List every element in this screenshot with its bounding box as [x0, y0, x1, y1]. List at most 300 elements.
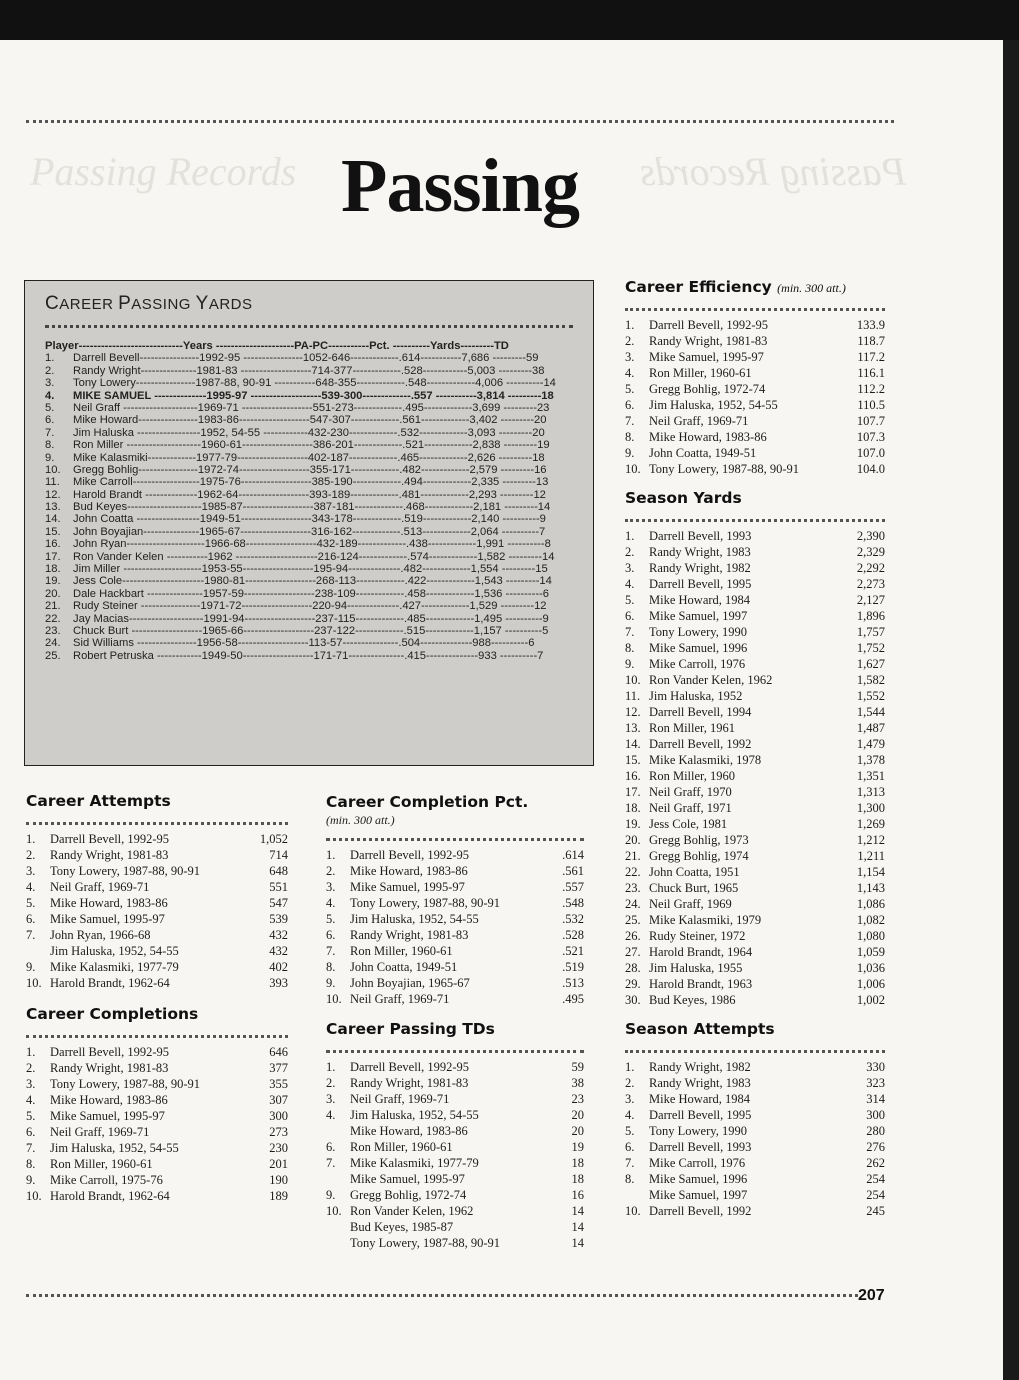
table-row — [45, 377, 573, 389]
player-name: Darrell Bevell, 1992 — [649, 1204, 752, 1218]
list-item — [625, 752, 885, 768]
list-item — [26, 943, 288, 959]
rank-number — [26, 943, 50, 959]
rank-number: 11. — [625, 689, 641, 703]
stat-value: 1,002 — [856, 993, 885, 1007]
player-name: Darrell Bevell, 1992-95 — [50, 1045, 170, 1059]
list-item — [625, 381, 885, 397]
player-name: Randy Wright, 1981-83 — [350, 1076, 469, 1090]
table-row — [45, 526, 573, 538]
section-dotted-rule — [326, 838, 584, 841]
list-item — [26, 975, 288, 991]
rank-number: 2. — [625, 334, 635, 348]
rank-number: 19. — [45, 575, 61, 588]
rank-number: 15. — [625, 753, 641, 767]
player-name: Randy Wright, 1981-83 — [350, 928, 469, 942]
stat-value: .528 — [562, 928, 584, 942]
rank-number: 7. — [625, 1156, 635, 1170]
stat-value: 355 — [269, 1077, 288, 1091]
table-row — [45, 452, 573, 464]
player-name: Darrell Bevell, 1994 — [649, 705, 752, 719]
row-text: John Ryan---------------------1966-68-------------------432-189-------------.438-------------1,991 ----------8 — [73, 538, 551, 551]
rank-number: 6. — [45, 414, 55, 427]
rank-number: 9. — [45, 451, 55, 464]
list-item — [625, 992, 885, 1008]
stat-value: 307 — [269, 1093, 288, 1107]
row-text: Dale Hackbart ---------------1957-59-------------------238-109-------------.458-------------1,536 ----------6 — [73, 587, 549, 600]
table-row — [45, 551, 573, 563]
season-yards-section — [625, 489, 885, 1008]
player-name: Tony Lowery, 1987-88, 90-91 — [350, 1236, 501, 1250]
player-name: Ron Vander Kelen, 1962 — [350, 1204, 474, 1218]
rank-number: 10. — [326, 992, 342, 1006]
rank-number: 8. — [625, 641, 635, 655]
player-name: Ron Miller, 1960-61 — [50, 1157, 153, 1171]
rank-number: 1. — [326, 1060, 336, 1074]
list-item — [326, 1139, 584, 1155]
rank-number: 9. — [625, 657, 635, 671]
stat-value: 1,896 — [856, 609, 885, 623]
player-name: John Ryan, 1966-68 — [50, 928, 151, 942]
table-row — [45, 352, 573, 364]
table-row — [45, 575, 573, 587]
list-item — [326, 895, 584, 911]
rank-number: 16. — [45, 538, 61, 551]
player-name: Ron Miller, 1960 — [649, 769, 735, 783]
player-name: Neil Graff, 1969-71 — [50, 880, 150, 894]
row-text: Mike Carroll------------------1975-76-------------------385-190-------------.494-------------2,335 ---------13 — [73, 476, 549, 489]
stat-value: 59 — [571, 1060, 584, 1074]
stat-value: 1,300 — [856, 801, 885, 815]
rank-number: 25. — [625, 913, 641, 927]
stat-value: 262 — [866, 1156, 885, 1170]
list-item — [326, 1235, 584, 1251]
row-text: Harold Brandt --------------1962-64-------------------393-189-------------.481-------------2,293 ---------12 — [73, 488, 546, 501]
rank-number: 20. — [45, 587, 61, 600]
stat-value: 2,127 — [856, 593, 885, 607]
table-row — [45, 476, 573, 488]
stat-value: 1,006 — [856, 977, 885, 991]
stat-value: 377 — [269, 1061, 288, 1075]
stat-value: .519 — [562, 960, 584, 974]
rank-number: 7. — [26, 928, 36, 942]
list-item — [26, 863, 288, 879]
section-title: Season Attempts — [625, 1020, 775, 1038]
rank-number: 7. — [326, 944, 336, 958]
career-passing-tds-section — [326, 1020, 584, 1251]
list-item — [326, 959, 584, 975]
rank-number: 6. — [625, 398, 635, 412]
section-note: (min. 300 att.) — [777, 281, 846, 295]
stat-value: 1,143 — [856, 881, 885, 895]
stat-value: 1,552 — [856, 689, 885, 703]
list-item — [625, 1203, 885, 1219]
rank-number: 3. — [625, 350, 635, 364]
list-item — [326, 863, 584, 879]
career-passing-yards-table — [45, 340, 573, 662]
row-text: Jess Cole----------------------1980-81-------------------268-113-------------.422-------------1,543 ---------14 — [73, 575, 552, 588]
rank-number: 9. — [26, 960, 36, 974]
section-title: Career Completion Pct. — [326, 793, 529, 811]
stat-value: 330 — [866, 1060, 885, 1074]
stat-value: 16 — [571, 1188, 584, 1202]
stat-value: 547 — [269, 896, 288, 910]
player-name: Randy Wright, 1983 — [649, 545, 751, 559]
stat-value: 1,544 — [856, 705, 885, 719]
list-item — [326, 991, 584, 1007]
row-text: Robert Petruska ------------1949-50-------------------171-71---------------.415--------------933 ----------7 — [73, 649, 544, 662]
list-item — [625, 960, 885, 976]
stat-value: .561 — [562, 864, 584, 878]
rank-number: 10. — [625, 462, 641, 476]
career-completion-pct-list — [326, 847, 584, 1007]
row-text: John Coatta -----------------1949-51-------------------343-178-------------.519-------------2,140 ----------9 — [73, 513, 546, 526]
stat-value: 107.7 — [856, 414, 885, 428]
player-name: Mike Howard, 1984 — [649, 593, 751, 607]
player-name: Jess Cole, 1981 — [649, 817, 728, 831]
list-item — [326, 1091, 584, 1107]
stat-value: 14 — [571, 1236, 584, 1250]
list-item — [326, 927, 584, 943]
player-name: Rudy Steiner, 1972 — [649, 929, 746, 943]
section-dotted-rule — [26, 822, 288, 825]
stat-value: 1,487 — [856, 721, 885, 735]
section-dotted-rule — [326, 1050, 584, 1053]
list-item — [326, 975, 584, 991]
player-name: Darrell Bevell, 1992-95 — [350, 1060, 470, 1074]
table-row — [45, 600, 573, 612]
rank-number: 1. — [45, 352, 55, 365]
rank-number: 6. — [625, 609, 635, 623]
list-item — [625, 1187, 885, 1203]
stat-value: 133.9 — [856, 318, 885, 332]
rank-number: 2. — [625, 545, 635, 559]
player-name: Ron Miller, 1960-61 — [350, 944, 453, 958]
list-item — [625, 656, 885, 672]
player-name: Ron Miller, 1960-61 — [350, 1140, 453, 1154]
rank-number: 27. — [625, 945, 641, 959]
rank-number: 22. — [625, 865, 641, 879]
rank-number: 6. — [26, 1125, 36, 1139]
list-item — [326, 1171, 584, 1187]
section-title: Career Passing TDs — [326, 1020, 495, 1038]
list-item — [625, 672, 885, 688]
stat-value: 1,080 — [856, 929, 885, 943]
player-name: Mike Carroll, 1975-76 — [50, 1173, 163, 1187]
rank-number: 10. — [26, 976, 42, 990]
list-item — [326, 1155, 584, 1171]
rank-number: 1. — [625, 1060, 635, 1074]
table-row — [45, 414, 573, 426]
player-name: Gregg Bohlig, 1972-74 — [350, 1188, 467, 1202]
player-name: Harold Brandt, 1962-64 — [50, 976, 170, 990]
stat-value: 14 — [571, 1204, 584, 1218]
player-name: Tony Lowery, 1987-88, 90-91 — [649, 462, 800, 476]
player-name: Tony Lowery, 1987-88, 90-91 — [350, 896, 501, 910]
page-number: 207 — [858, 1287, 885, 1304]
rank-number: 4. — [26, 880, 36, 894]
list-item — [625, 544, 885, 560]
rank-number: 7. — [625, 414, 635, 428]
stat-value: 648 — [269, 864, 288, 878]
career-passing-yards-box — [24, 280, 594, 766]
list-item — [625, 944, 885, 960]
player-name: Mike Carroll, 1976 — [649, 657, 746, 671]
list-item — [625, 1171, 885, 1187]
list-item — [26, 1188, 288, 1204]
player-name: Darrell Bevell, 1995 — [649, 1108, 752, 1122]
rank-number: 4. — [45, 389, 55, 402]
stat-value: 273 — [269, 1125, 288, 1139]
list-item — [625, 333, 885, 349]
player-name: Mike Carroll, 1976 — [649, 1156, 746, 1170]
player-name: Jim Haluska, 1952, 54-55 — [50, 944, 179, 958]
player-name: Mike Howard, 1983-86 — [350, 864, 468, 878]
list-item — [26, 847, 288, 863]
rank-number: 16. — [625, 769, 641, 783]
stat-value: 190 — [269, 1173, 288, 1187]
career-attempts-list — [26, 831, 288, 991]
player-name: Mike Samuel, 1995-97 — [350, 880, 465, 894]
rank-number — [326, 1123, 350, 1139]
box-dotted-rule — [45, 325, 573, 328]
stat-value: 1,154 — [856, 865, 885, 879]
list-item — [625, 445, 885, 461]
list-item — [625, 317, 885, 333]
player-name: Mike Samuel, 1997 — [649, 1188, 748, 1202]
list-item — [625, 365, 885, 381]
rank-number: 10. — [625, 673, 641, 687]
table-row — [45, 538, 573, 550]
list-item — [326, 1107, 584, 1123]
rank-number: 1. — [26, 832, 36, 846]
rank-number: 30. — [625, 993, 641, 1007]
row-text: Sid Williams ----------------1956-58-------------------113-57---------------.504--------------988----------6 — [73, 637, 535, 650]
stat-value: 112.2 — [857, 382, 885, 396]
stat-value: 20 — [571, 1108, 584, 1122]
player-name: Darrell Bevell, 1995 — [649, 577, 752, 591]
list-item — [625, 768, 885, 784]
stat-value: 1,086 — [856, 897, 885, 911]
row-text: Ron Miller --------------------1960-61-------------------386-201-------------.521-------------2,838 ---------19 — [73, 439, 550, 452]
player-name: Chuck Burt, 1965 — [649, 881, 739, 895]
player-name: Jim Haluska, 1952, 54-55 — [649, 398, 778, 412]
player-name: Mike Samuel, 1995-97 — [350, 1172, 465, 1186]
section-dotted-rule — [625, 308, 885, 311]
player-name: Neil Graff, 1969-71 — [50, 1125, 150, 1139]
stat-value: 1,313 — [856, 785, 885, 799]
player-name: Mike Samuel, 1996 — [649, 641, 748, 655]
rank-number: 17. — [625, 785, 641, 799]
player-name: Mike Howard, 1984 — [649, 1092, 751, 1106]
table-row — [45, 588, 573, 600]
player-name: John Boyajian, 1965-67 — [350, 976, 470, 990]
rank-number: 9. — [26, 1173, 36, 1187]
stat-value: 1,052 — [259, 832, 288, 846]
career-attempts-section — [26, 792, 288, 991]
list-item — [625, 1107, 885, 1123]
rank-number: 10. — [45, 463, 61, 476]
list-item — [26, 895, 288, 911]
rank-number: 8. — [26, 1157, 36, 1171]
page-edge-shadow — [1003, 40, 1019, 1380]
stat-value: 2,329 — [856, 545, 885, 559]
career-completions-list — [26, 1044, 288, 1204]
player-name: Darrell Bevell, 1993 — [649, 1140, 752, 1154]
list-item — [625, 704, 885, 720]
list-item — [625, 528, 885, 544]
rank-number: 5. — [326, 912, 336, 926]
player-name: Mike Samuel, 1995-97 — [649, 350, 764, 364]
player-name: John Coatta, 1949-51 — [649, 446, 757, 460]
list-item — [326, 1187, 584, 1203]
rank-number: 4. — [625, 577, 635, 591]
row-text: Chuck Burt -------------------1965-66-------------------237-122-------------.515-------------1,157 ----------5 — [73, 624, 549, 637]
table-row — [45, 390, 573, 402]
list-item — [625, 688, 885, 704]
row-text: Gregg Bohlig----------------1972-74-------------------355-171-------------.482-------------2,579 ---------16 — [73, 463, 547, 476]
player-name: Randy Wright, 1982 — [649, 1060, 751, 1074]
player-name: Mike Samuel, 1996 — [649, 1172, 748, 1186]
rank-number: 6. — [625, 1140, 635, 1154]
list-item — [625, 864, 885, 880]
list-item — [625, 560, 885, 576]
player-name: Harold Brandt, 1963 — [649, 977, 753, 991]
rank-number: 2. — [45, 364, 55, 377]
table-row — [45, 402, 573, 414]
player-name: Mike Howard, 1983-86 — [649, 430, 767, 444]
rank-number: 9. — [326, 976, 336, 990]
table-row — [45, 613, 573, 625]
stat-value: 19 — [571, 1140, 584, 1154]
stat-value: 1,351 — [856, 769, 885, 783]
stat-value: 2,292 — [856, 561, 885, 575]
book-page — [0, 40, 1003, 1380]
table-row — [45, 563, 573, 575]
list-item — [326, 847, 584, 863]
list-item — [326, 943, 584, 959]
stat-value: 38 — [571, 1076, 584, 1090]
list-item — [625, 736, 885, 752]
stat-value: 18 — [571, 1156, 584, 1170]
section-title: Season Yards — [625, 489, 742, 507]
page-title: Passing — [341, 144, 579, 228]
stat-value: 1,752 — [856, 641, 885, 655]
rank-number: 2. — [26, 1061, 36, 1075]
rank-number: 14. — [45, 513, 61, 526]
player-name: Randy Wright, 1981-83 — [50, 848, 169, 862]
rank-number: 4. — [326, 896, 336, 910]
player-name: Jim Haluska, 1952, 54-55 — [350, 912, 479, 926]
player-name: Mike Samuel, 1995-97 — [50, 1109, 165, 1123]
table-row — [45, 637, 573, 649]
list-item — [625, 429, 885, 445]
table-row — [45, 489, 573, 501]
player-name: Mike Samuel, 1995-97 — [50, 912, 165, 926]
stat-value: 1,269 — [856, 817, 885, 831]
stat-value: .557 — [562, 880, 584, 894]
player-name: Gregg Bohlig, 1974 — [649, 849, 749, 863]
player-name: Tony Lowery, 1987-88, 90-91 — [50, 864, 201, 878]
player-name: Ron Miller, 1961 — [649, 721, 735, 735]
career-efficiency-list — [625, 317, 885, 477]
list-item — [326, 879, 584, 895]
rank-number: 24. — [625, 897, 641, 911]
rank-number: 3. — [625, 561, 635, 575]
rank-number: 5. — [625, 382, 635, 396]
rank-number: 2. — [625, 1076, 635, 1090]
rank-number: 20. — [625, 833, 641, 847]
rank-number: 7. — [625, 625, 635, 639]
stat-value: .495 — [562, 992, 584, 1006]
stat-value: 1,757 — [856, 625, 885, 639]
list-item — [326, 1059, 584, 1075]
stat-value: 1,082 — [856, 913, 885, 927]
list-item — [26, 1124, 288, 1140]
section-dotted-rule — [625, 1050, 885, 1053]
rank-number: 24. — [45, 637, 61, 650]
player-name: Mike Kalasmiki, 1978 — [649, 753, 762, 767]
list-item — [326, 911, 584, 927]
player-name: Jim Haluska, 1952 — [649, 689, 743, 703]
player-name: Ron Miller, 1960-61 — [649, 366, 752, 380]
season-attempts-section — [625, 1020, 885, 1219]
list-item — [625, 880, 885, 896]
table-row — [45, 427, 573, 439]
player-name: Jim Haluska, 1955 — [649, 961, 743, 975]
row-text: Randy Wright---------------1981-83 -------------------714-377-------------.528------------5,003 ---------38 — [73, 364, 545, 377]
player-name: Gregg Bohlig, 1973 — [649, 833, 749, 847]
table-row — [45, 650, 573, 662]
player-name: Randy Wright, 1981-83 — [649, 334, 768, 348]
rank-number — [625, 1187, 649, 1203]
rank-number: 10. — [625, 1204, 641, 1218]
career-completions-section — [26, 1005, 288, 1204]
stat-value: 254 — [866, 1188, 885, 1202]
rank-number: 1. — [326, 848, 336, 862]
bottom-dotted-rule — [26, 1294, 858, 1297]
player-name: Mike Howard, 1983-86 — [50, 1093, 168, 1107]
player-name: Darrell Bevell, 1992-95 — [50, 832, 170, 846]
stat-value: 110.5 — [857, 398, 885, 412]
rank-number: 10. — [26, 1189, 42, 1203]
stat-value: 117.2 — [857, 350, 885, 364]
stat-value: 2,273 — [856, 577, 885, 591]
player-name: Mike Howard, 1983-86 — [50, 896, 168, 910]
player-name: Neil Graff, 1969-71 — [350, 1092, 450, 1106]
list-item — [625, 397, 885, 413]
row-text: Darrell Bevell----------------1992-95 ----------------1052-646-------------.614-----------7,686 ---------59 — [73, 352, 539, 365]
rank-number: 8. — [625, 430, 635, 444]
rank-number: 3. — [26, 864, 36, 878]
rank-number: 22. — [45, 612, 61, 625]
list-item — [625, 413, 885, 429]
rank-number: 3. — [45, 377, 55, 390]
stat-value: 714 — [269, 848, 288, 862]
rank-number: 8. — [326, 960, 336, 974]
career-completion-pct-section — [326, 793, 584, 1007]
stat-value: 300 — [866, 1108, 885, 1122]
stat-value: 432 — [269, 944, 288, 958]
list-item — [625, 720, 885, 736]
stat-value: 280 — [866, 1124, 885, 1138]
stat-value: 646 — [269, 1045, 288, 1059]
rank-number: 17. — [45, 550, 61, 563]
rank-number: 21. — [625, 849, 641, 863]
stat-value: .548 — [562, 896, 584, 910]
player-name: Gregg Bohlig, 1972-74 — [649, 382, 766, 396]
rank-number: 5. — [26, 896, 36, 910]
